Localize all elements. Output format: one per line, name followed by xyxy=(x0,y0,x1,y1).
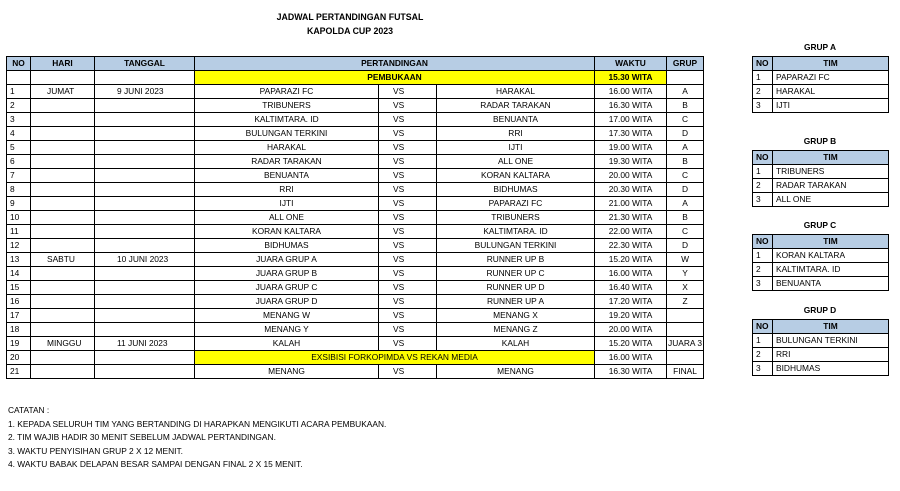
match-date xyxy=(95,281,195,295)
match-home-team: JUARA GRUP A xyxy=(195,253,379,267)
match-exhibition: EXSIBISI FORKOPIMDA VS REKAN MEDIA xyxy=(195,351,595,365)
match-day xyxy=(31,113,95,127)
group-header-no: NO xyxy=(753,57,773,71)
match-no: 19 xyxy=(7,337,31,351)
match-date xyxy=(95,239,195,253)
group-team-no: 3 xyxy=(753,193,773,207)
match-time: 21.30 WITA xyxy=(595,211,667,225)
match-group: B xyxy=(667,155,704,169)
match-time: 19.30 WITA xyxy=(595,155,667,169)
match-date xyxy=(95,295,195,309)
note-item: 4. WAKTU BABAK DELAPAN BESAR SAMPAI DENGAN FINAL 2 X 15 MENIT. xyxy=(8,459,303,469)
group-title: GRUP D xyxy=(803,305,837,315)
match-day xyxy=(31,309,95,323)
match-away-team: RRI xyxy=(437,127,595,141)
match-date: 9 JUNI 2023 xyxy=(95,85,195,99)
match-day xyxy=(31,169,95,183)
match-time: 17.30 WITA xyxy=(595,127,667,141)
match-group: D xyxy=(667,239,704,253)
match-date xyxy=(95,127,195,141)
group-header-tim: TIM xyxy=(773,235,889,249)
match-day xyxy=(31,211,95,225)
match-home-team: TRIBUNERS xyxy=(195,99,379,113)
match-no: 17 xyxy=(7,309,31,323)
match-home-team: IJTI xyxy=(195,197,379,211)
match-home-team: MENANG Y xyxy=(195,323,379,337)
match-row xyxy=(7,239,704,253)
group-table xyxy=(752,150,889,207)
match-day xyxy=(31,281,95,295)
match-away-team: PAPARAZI FC xyxy=(437,197,595,211)
match-no: 20 xyxy=(7,351,31,365)
match-away-team: MENANG Z xyxy=(437,323,595,337)
match-group: A xyxy=(667,197,704,211)
match-date xyxy=(95,141,195,155)
header-tanggal: TANGGAL xyxy=(95,57,195,71)
group-team-name: ALL ONE xyxy=(773,193,889,207)
match-day xyxy=(31,155,95,169)
match-away-team: RADAR TARAKAN xyxy=(437,99,595,113)
match-no: 15 xyxy=(7,281,31,295)
match-row xyxy=(7,365,704,379)
match-day xyxy=(31,351,95,365)
group-team-name: PAPARAZI FC xyxy=(773,71,889,85)
group-header-row xyxy=(753,57,889,71)
document-subtitle: KAPOLDA CUP 2023 xyxy=(306,26,394,36)
match-row xyxy=(7,351,704,365)
group-team-row xyxy=(753,334,889,348)
opening-time: 15.30 WITA xyxy=(595,71,667,85)
match-no: 16 xyxy=(7,295,31,309)
match-day xyxy=(31,365,95,379)
group-title: GRUP B xyxy=(803,136,837,146)
match-date xyxy=(95,155,195,169)
match-row xyxy=(7,183,704,197)
group-team-name: BULUNGAN TERKINI xyxy=(773,334,889,348)
group-team-row xyxy=(753,165,889,179)
group-team-row xyxy=(753,249,889,263)
match-row xyxy=(7,323,704,337)
match-date xyxy=(95,183,195,197)
match-no: 1 xyxy=(7,85,31,99)
match-away-team: RUNNER UP D xyxy=(437,281,595,295)
match-date xyxy=(95,113,195,127)
group-team-row xyxy=(753,277,889,291)
match-time: 19.20 WITA xyxy=(595,309,667,323)
match-date: 10 JUNI 2023 xyxy=(95,253,195,267)
opening-row xyxy=(7,71,704,85)
match-home-team: BENUANTA xyxy=(195,169,379,183)
document-title: JADWAL PERTANDINGAN FUTSAL xyxy=(276,12,424,22)
match-group xyxy=(667,351,704,365)
match-row xyxy=(7,113,704,127)
match-no: 12 xyxy=(7,239,31,253)
match-day xyxy=(31,239,95,253)
group-header-row xyxy=(753,151,889,165)
group-team-name: TRIBUNERS xyxy=(773,165,889,179)
match-row xyxy=(7,99,704,113)
match-no: 7 xyxy=(7,169,31,183)
match-vs: VS xyxy=(379,337,437,351)
match-vs: VS xyxy=(379,85,437,99)
group-header-no: NO xyxy=(753,151,773,165)
note-item: 1. KEPADA SELURUH TIM YANG BERTANDING DI HARAPKAN MENGIKUTI ACARA PEMBUKAAN. xyxy=(8,418,387,429)
match-group: Y xyxy=(667,267,704,281)
group-team-no: 2 xyxy=(753,348,773,362)
match-row xyxy=(7,295,704,309)
group-header-no: NO xyxy=(753,320,773,334)
match-group: A xyxy=(667,85,704,99)
header-grup: GRUP xyxy=(667,57,704,71)
match-vs: VS xyxy=(379,239,437,253)
match-time: 20.00 WITA xyxy=(595,323,667,337)
match-time: 16.00 WITA xyxy=(595,85,667,99)
match-date xyxy=(95,351,195,365)
match-vs: VS xyxy=(379,169,437,183)
match-row xyxy=(7,309,704,323)
group-team-row xyxy=(753,362,889,376)
group-team-no: 3 xyxy=(753,277,773,291)
match-vs: VS xyxy=(379,323,437,337)
match-away-team: MENANG X xyxy=(437,309,595,323)
schedule-table xyxy=(6,56,704,379)
match-away-team: KALTIMTARA. ID xyxy=(437,225,595,239)
group-team-row xyxy=(753,99,889,113)
match-row xyxy=(7,127,704,141)
match-away-team: BIDHUMAS xyxy=(437,183,595,197)
match-vs: VS xyxy=(379,267,437,281)
group-team-no: 2 xyxy=(753,85,773,99)
match-time: 22.30 WITA xyxy=(595,239,667,253)
group-team-row xyxy=(753,193,889,207)
match-time: 21.00 WITA xyxy=(595,197,667,211)
match-no: 9 xyxy=(7,197,31,211)
match-date xyxy=(95,211,195,225)
match-day xyxy=(31,323,95,337)
match-time: 19.00 WITA xyxy=(595,141,667,155)
match-time: 17.20 WITA xyxy=(595,295,667,309)
match-time: 20.30 WITA xyxy=(595,183,667,197)
match-day xyxy=(31,225,95,239)
match-row xyxy=(7,267,704,281)
match-date: 11 JUNI 2023 xyxy=(95,337,195,351)
group-table xyxy=(752,319,889,376)
match-date xyxy=(95,225,195,239)
group-team-row xyxy=(753,348,889,362)
match-away-team: KALAH xyxy=(437,337,595,351)
match-group: C xyxy=(667,225,704,239)
match-group: A xyxy=(667,141,704,155)
match-group xyxy=(667,323,704,337)
match-row xyxy=(7,281,704,295)
match-no: 6 xyxy=(7,155,31,169)
group-team-row xyxy=(753,263,889,277)
match-vs: VS xyxy=(379,309,437,323)
group-team-no: 1 xyxy=(753,249,773,263)
match-home-team: MENANG xyxy=(195,365,379,379)
group-table xyxy=(752,56,889,113)
match-vs: VS xyxy=(379,365,437,379)
match-day: MINGGU xyxy=(31,337,95,351)
group-team-name: RADAR TARAKAN xyxy=(773,179,889,193)
match-home-team: KORAN KALTARA xyxy=(195,225,379,239)
match-time: 16.00 WITA xyxy=(595,351,667,365)
match-home-team: ALL ONE xyxy=(195,211,379,225)
header-hari: HARI xyxy=(31,57,95,71)
group-team-no: 1 xyxy=(753,165,773,179)
match-row xyxy=(7,141,704,155)
match-row xyxy=(7,337,704,351)
match-time: 16.00 WITA xyxy=(595,267,667,281)
note-item: 3. WAKTU PENYISIHAN GRUP 2 X 12 MENIT. xyxy=(8,445,183,456)
group-header-tim: TIM xyxy=(773,320,889,334)
match-date xyxy=(95,365,195,379)
group-team-name: IJTI xyxy=(773,99,889,113)
match-group xyxy=(667,309,704,323)
match-day: JUMAT xyxy=(31,85,95,99)
match-time: 16.40 WITA xyxy=(595,281,667,295)
match-day xyxy=(31,295,95,309)
match-day xyxy=(31,99,95,113)
match-vs: VS xyxy=(379,113,437,127)
group-team-no: 3 xyxy=(753,362,773,376)
match-home-team: KALAH xyxy=(195,337,379,351)
match-no: 5 xyxy=(7,141,31,155)
group-team-row xyxy=(753,71,889,85)
opening-label: PEMBUKAAN xyxy=(195,71,595,85)
group-title: GRUP C xyxy=(803,220,837,230)
group-team-no: 1 xyxy=(753,334,773,348)
match-no: 21 xyxy=(7,365,31,379)
match-row xyxy=(7,253,704,267)
match-date xyxy=(95,197,195,211)
match-no: 10 xyxy=(7,211,31,225)
match-no: 3 xyxy=(7,113,31,127)
header-no: NO xyxy=(7,57,31,71)
match-time: 20.00 WITA xyxy=(595,169,667,183)
group-team-no: 3 xyxy=(753,99,773,113)
match-no: 4 xyxy=(7,127,31,141)
group-table xyxy=(752,234,889,291)
header-waktu: WAKTU xyxy=(595,57,667,71)
match-away-team: MENANG xyxy=(437,365,595,379)
group-team-name: HARAKAL xyxy=(773,85,889,99)
match-date xyxy=(95,309,195,323)
schedule-header-row xyxy=(7,57,704,71)
match-home-team: BIDHUMAS xyxy=(195,239,379,253)
group-header-row xyxy=(753,320,889,334)
match-home-team: KALTIMTARA. ID xyxy=(195,113,379,127)
notes-section xyxy=(8,404,386,472)
match-day xyxy=(31,141,95,155)
group-header-no: NO xyxy=(753,235,773,249)
match-date xyxy=(95,323,195,337)
match-away-team: IJTI xyxy=(437,141,595,155)
match-group: FINAL xyxy=(667,365,704,379)
group-team-name: RRI xyxy=(773,348,889,362)
match-time: 16.30 WITA xyxy=(595,99,667,113)
group-team-no: 1 xyxy=(753,71,773,85)
match-group: X xyxy=(667,281,704,295)
match-day: SABTU xyxy=(31,253,95,267)
match-row xyxy=(7,85,704,99)
match-away-team: RUNNER UP A xyxy=(437,295,595,309)
match-day xyxy=(31,183,95,197)
match-time: 22.00 WITA xyxy=(595,225,667,239)
match-row xyxy=(7,225,704,239)
match-no: 13 xyxy=(7,253,31,267)
match-no: 14 xyxy=(7,267,31,281)
match-time: 15.20 WITA xyxy=(595,337,667,351)
header-pertandingan: PERTANDINGAN xyxy=(195,57,595,71)
match-home-team: JUARA GRUP B xyxy=(195,267,379,281)
match-vs: VS xyxy=(379,127,437,141)
match-group: JUARA 3 xyxy=(667,337,704,351)
group-header-row xyxy=(753,235,889,249)
notes-heading: CATATAN : xyxy=(8,405,50,415)
match-row xyxy=(7,211,704,225)
match-group: D xyxy=(667,183,704,197)
group-team-row xyxy=(753,85,889,99)
match-vs: VS xyxy=(379,141,437,155)
group-team-no: 2 xyxy=(753,179,773,193)
match-home-team: MENANG W xyxy=(195,309,379,323)
match-vs: VS xyxy=(379,211,437,225)
group-team-name: BENUANTA xyxy=(773,277,889,291)
match-group: B xyxy=(667,99,704,113)
group-title: GRUP A xyxy=(803,42,837,52)
match-vs: VS xyxy=(379,295,437,309)
match-vs: VS xyxy=(379,155,437,169)
match-group: Z xyxy=(667,295,704,309)
match-no: 8 xyxy=(7,183,31,197)
match-no: 18 xyxy=(7,323,31,337)
match-vs: VS xyxy=(379,183,437,197)
match-vs: VS xyxy=(379,225,437,239)
match-day xyxy=(31,267,95,281)
match-away-team: BULUNGAN TERKINI xyxy=(437,239,595,253)
match-away-team: HARAKAL xyxy=(437,85,595,99)
match-day xyxy=(31,127,95,141)
match-group: C xyxy=(667,113,704,127)
match-home-team: RRI xyxy=(195,183,379,197)
match-no: 11 xyxy=(7,225,31,239)
group-team-name: BIDHUMAS xyxy=(773,362,889,376)
group-header-tim: TIM xyxy=(773,151,889,165)
match-time: 16.30 WITA xyxy=(595,365,667,379)
note-item: 2. TIM WAJIB HADIR 30 MENIT SEBELUM JADWAL PERTANDINGAN. xyxy=(8,432,276,442)
match-home-team: HARAKAL xyxy=(195,141,379,155)
match-home-team: RADAR TARAKAN xyxy=(195,155,379,169)
match-date xyxy=(95,99,195,113)
match-home-team: BULUNGAN TERKINI xyxy=(195,127,379,141)
match-day xyxy=(31,197,95,211)
match-vs: VS xyxy=(379,197,437,211)
match-group: C xyxy=(667,169,704,183)
match-home-team: JUARA GRUP C xyxy=(195,281,379,295)
match-home-team: PAPARAZI FC xyxy=(195,85,379,99)
match-group: D xyxy=(667,127,704,141)
match-time: 17.00 WITA xyxy=(595,113,667,127)
match-date xyxy=(95,267,195,281)
match-away-team: RUNNER UP C xyxy=(437,267,595,281)
match-group: W xyxy=(667,253,704,267)
match-vs: VS xyxy=(379,253,437,267)
group-team-name: KORAN KALTARA xyxy=(773,249,889,263)
group-team-no: 2 xyxy=(753,263,773,277)
match-vs: VS xyxy=(379,99,437,113)
match-home-team: JUARA GRUP D xyxy=(195,295,379,309)
match-no: 2 xyxy=(7,99,31,113)
match-time: 15.20 WITA xyxy=(595,253,667,267)
match-away-team: TRIBUNERS xyxy=(437,211,595,225)
match-date xyxy=(95,169,195,183)
match-away-team: ALL ONE xyxy=(437,155,595,169)
match-group: B xyxy=(667,211,704,225)
match-row xyxy=(7,197,704,211)
group-team-row xyxy=(753,179,889,193)
match-vs: VS xyxy=(379,281,437,295)
match-row xyxy=(7,169,704,183)
match-away-team: KORAN KALTARA xyxy=(437,169,595,183)
match-row xyxy=(7,155,704,169)
group-header-tim: TIM xyxy=(773,57,889,71)
group-team-name: KALTIMTARA. ID xyxy=(773,263,889,277)
match-away-team: RUNNER UP B xyxy=(437,253,595,267)
match-away-team: BENUANTA xyxy=(437,113,595,127)
